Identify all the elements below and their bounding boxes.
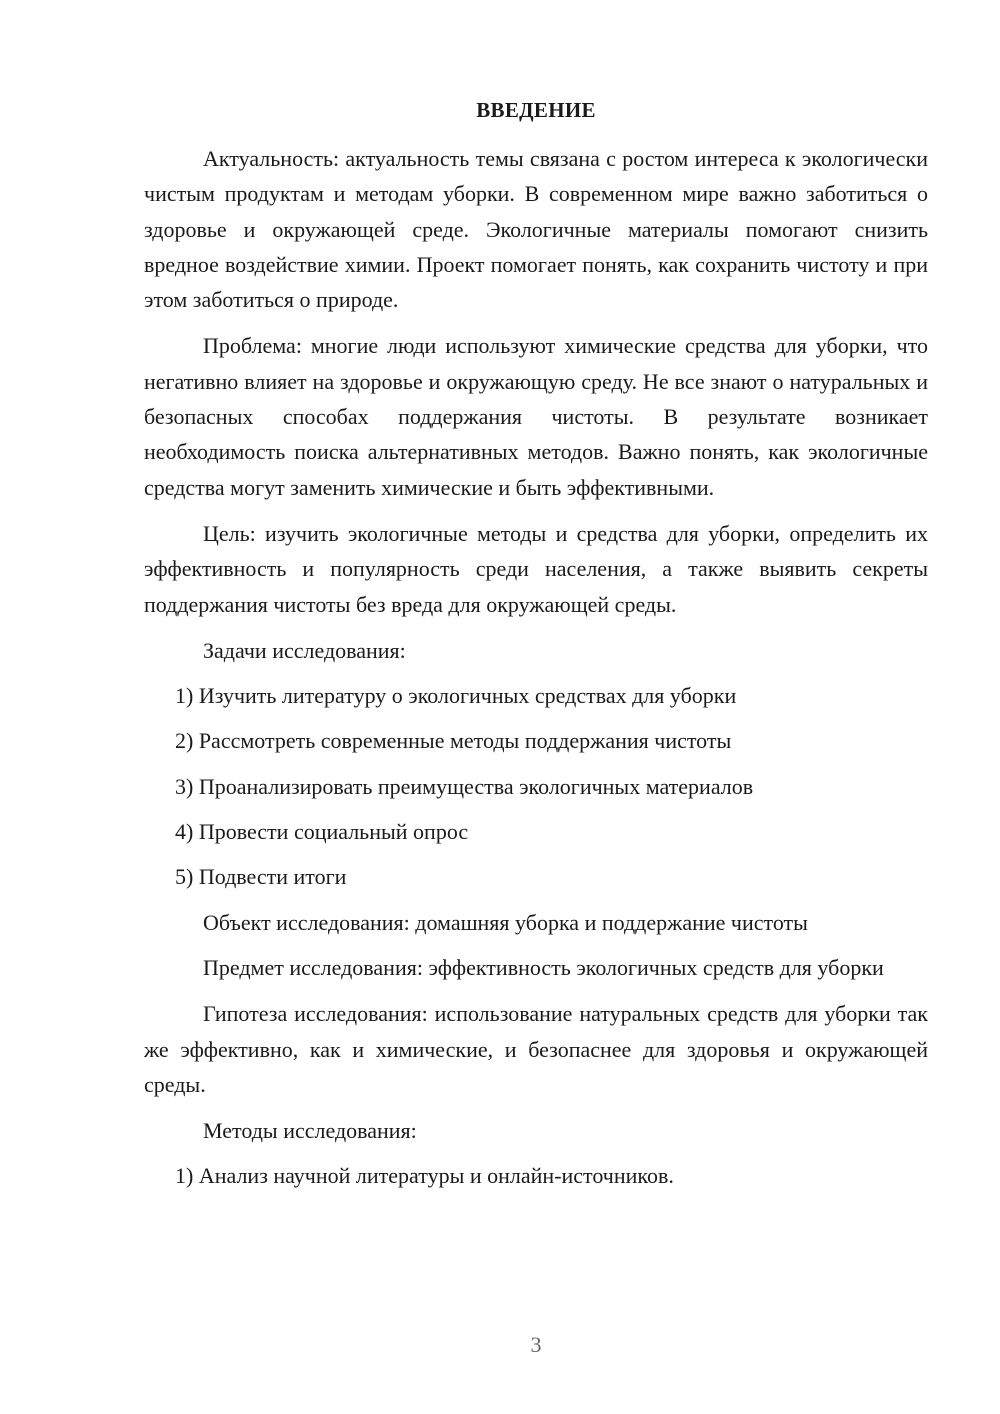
subject-paragraph: Предмет исследования: эффективность экологичных средств для уборки [203,954,884,980]
methods-list [144,1158,928,1193]
task-item: 4) Провести социальный опрос [175,819,469,845]
tasks-list [144,678,928,894]
task-item: 3) Проанализировать преимущества экологичных материалов [175,773,754,799]
hypothesis-paragraph: Гипотеза исследования: использование натуральных средств для уборки так же эффективно, как и химические, и безопаснее для здоровья и окружающей среды. [144,1001,928,1097]
document-body [144,95,928,1204]
page-title: ВВЕДЕНИЕ [476,98,596,122]
goal-paragraph: Цель: изучить экологичные методы и средства для уборки, определить их эффективность и популярность среди населения, а также выявить секреты поддержания чистоты без вреда для окружающей среды. [144,520,928,617]
object-line: Объект исследования: домашняя уборка и поддержание чистоты [203,909,808,935]
tasks-heading: Задачи исследования: [203,637,406,663]
problem-paragraph: Проблема: многие люди используют химические средства для уборки, что негативно влияет на здоровье и окружающую среду. Не все знают о натуральных и безопасных способах поддержания чистоты. В результате возникает необходимость поиска альтернативных методов. Важно понять, как экологичные средства могут заменить химические и быть эффективными. [144,333,928,500]
task-item: 2) Рассмотреть современные методы поддержания чистоты [175,728,732,754]
task-item: 5) Подвести итоги [175,864,347,890]
relevance-paragraph: Актуальность: актуальность темы связана с ростом интереса к экологически чистым продуктам и методам уборки. В современном мире важно заботиться о здоровье и окружающей среде. Экологичные материалы помогают снизить вредное воздействие химии. Проект помогает понять, как сохранить чистоту и при этом заботиться о природе. [144,146,928,313]
methods-heading: Методы исследования: [203,1118,417,1144]
task-item: 1) Изучить литературу о экологичных средствах для уборки [175,683,737,709]
method-item: 1) Анализ научной литературы и онлайн-источников. [175,1163,674,1189]
page-number: 3 [530,1332,542,1357]
